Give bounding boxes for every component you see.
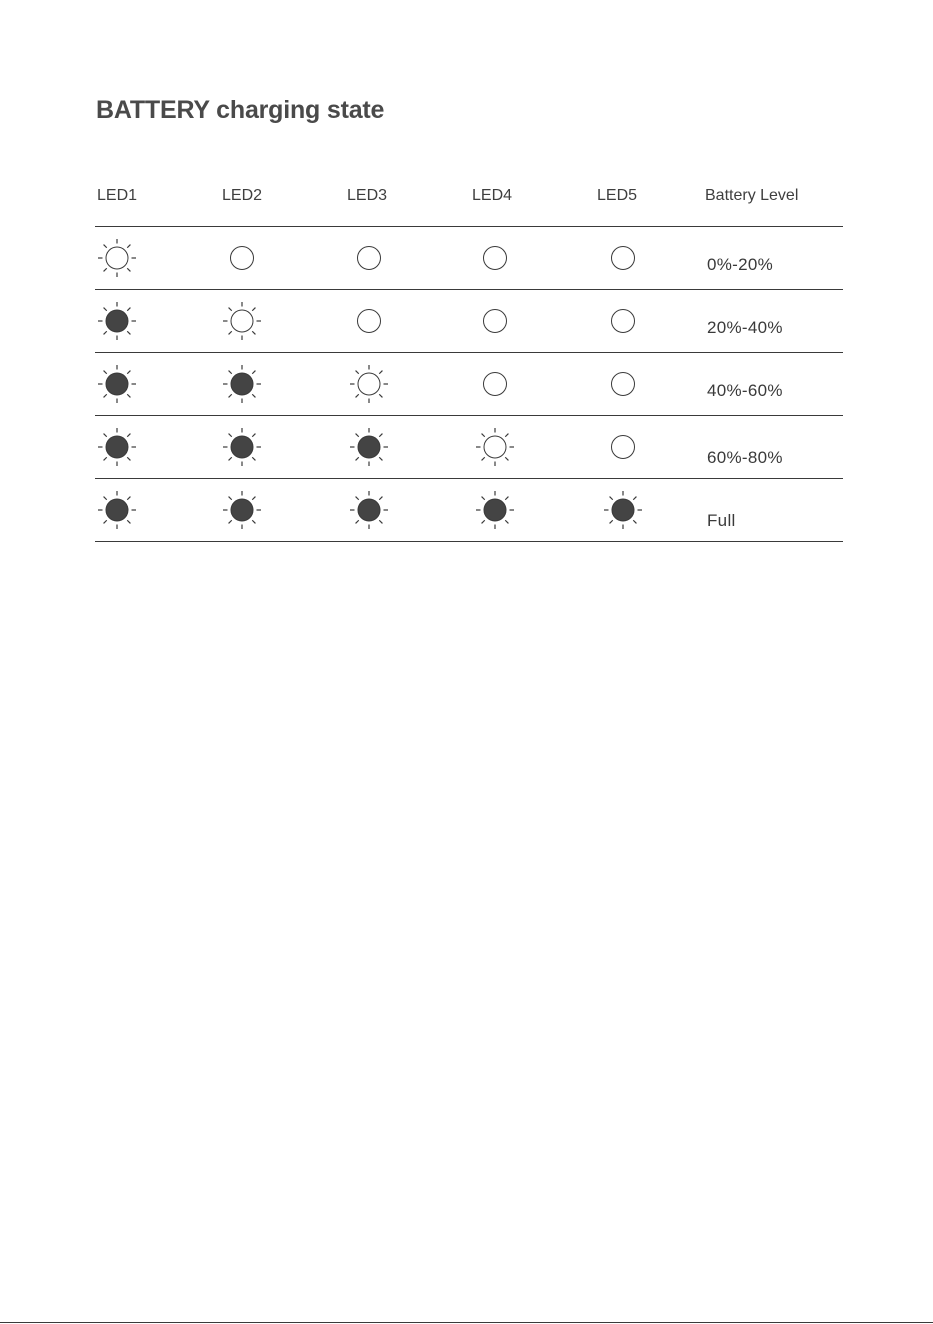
- led-on-icon: [349, 479, 389, 541]
- led-blinking-icon: [349, 353, 389, 415]
- battery-level-value: 40%-60%: [707, 381, 783, 400]
- led-on-icon: [97, 353, 137, 415]
- battery-level-value: 20%-40%: [707, 318, 783, 337]
- led-off-icon: [475, 353, 515, 415]
- table-row: [95, 290, 843, 353]
- led-blinking-icon: [97, 227, 137, 289]
- table-row: [95, 479, 843, 542]
- page-title: BATTERY charging state: [96, 96, 385, 124]
- led-on-icon: [222, 416, 262, 478]
- led-on-icon: [222, 353, 262, 415]
- led-on-icon: [222, 479, 262, 541]
- led-off-icon: [603, 290, 643, 352]
- led-off-icon: [222, 227, 262, 289]
- page-bottom-rule: [0, 1322, 933, 1323]
- led-off-icon: [349, 290, 389, 352]
- led-off-icon: [603, 227, 643, 289]
- led-on-icon: [475, 479, 515, 541]
- led-on-icon: [97, 479, 137, 541]
- header-led2: LED2: [222, 187, 263, 204]
- led-blinking-icon: [475, 416, 515, 478]
- led-on-icon: [603, 479, 643, 541]
- table-row: [95, 353, 843, 416]
- battery-level-value: Full: [707, 511, 736, 530]
- table-header-row: [95, 176, 843, 227]
- header-led3: LED3: [347, 187, 388, 204]
- battery-level-value: 60%-80%: [707, 448, 783, 467]
- led-off-icon: [603, 353, 643, 415]
- led-off-icon: [475, 227, 515, 289]
- led-off-icon: [349, 227, 389, 289]
- battery-state-table: [95, 176, 843, 542]
- header-battery-level: Battery Level: [705, 187, 799, 204]
- header-led4: LED4: [472, 187, 513, 204]
- table-row: [95, 416, 843, 479]
- led-on-icon: [97, 290, 137, 352]
- table-row: [95, 227, 843, 290]
- led-blinking-icon: [222, 290, 262, 352]
- header-led5: LED5: [597, 187, 638, 204]
- led-off-icon: [603, 416, 643, 478]
- table-body: [95, 227, 843, 542]
- led-on-icon: [349, 416, 389, 478]
- led-off-icon: [475, 290, 515, 352]
- battery-level-value: 0%-20%: [707, 255, 774, 274]
- header-led1: LED1: [97, 187, 138, 204]
- led-on-icon: [97, 416, 137, 478]
